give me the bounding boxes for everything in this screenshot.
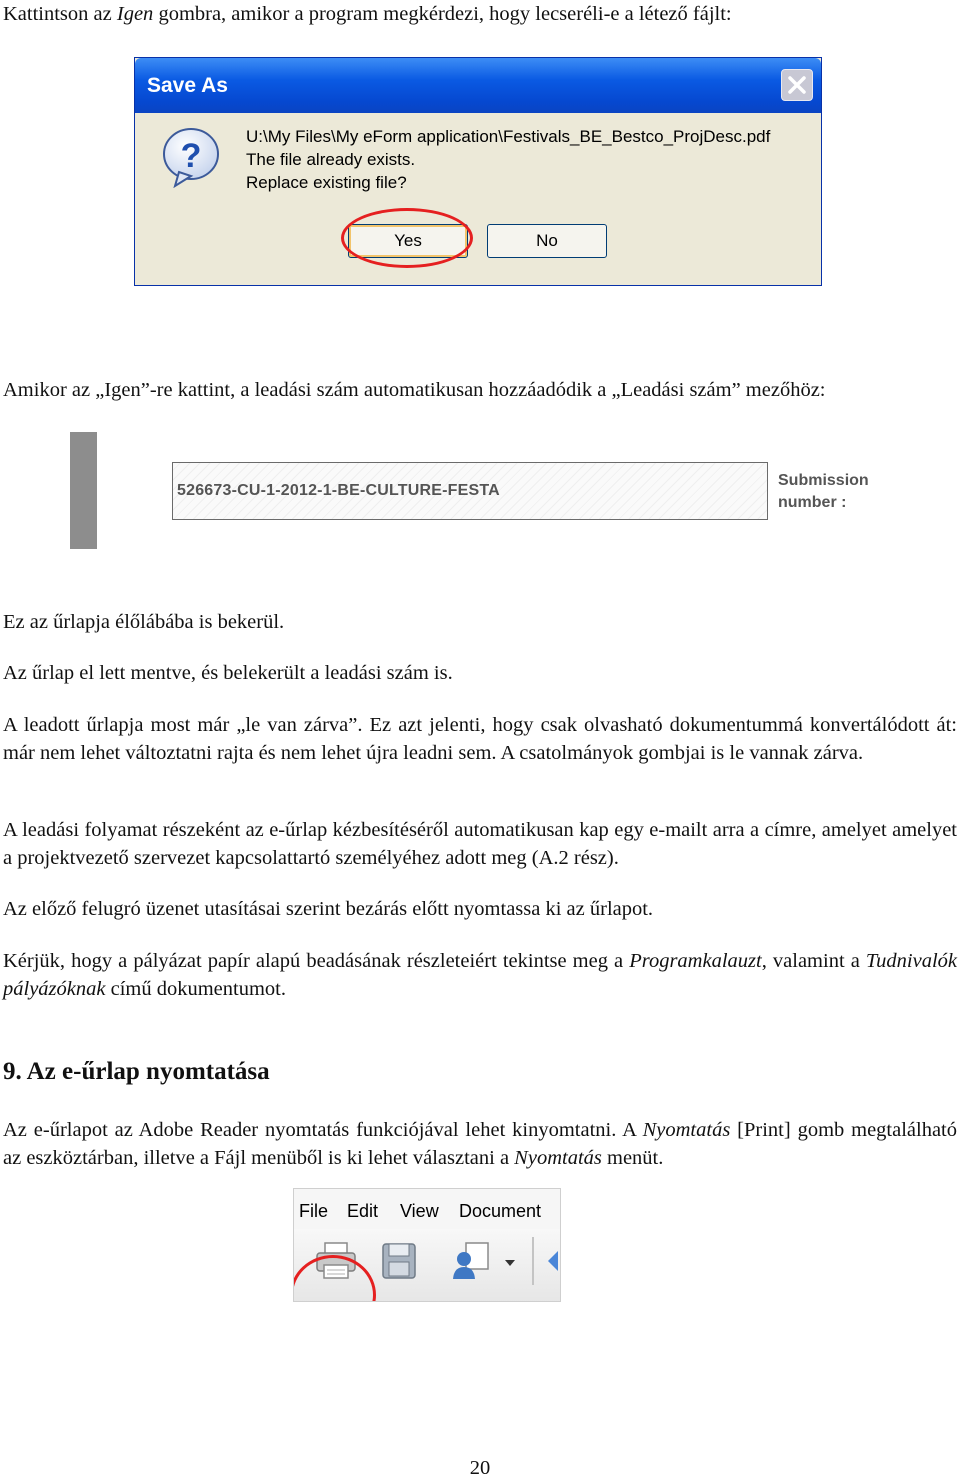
dialog-message-path: U:\My Files\My eForm application\Festivals_BE_Bestco_ProjDesc.pdf [246, 127, 771, 146]
yes-highlight-circle [341, 208, 473, 268]
page-number: 20 [469, 1457, 491, 1479]
question-icon [161, 126, 221, 188]
dialog-message-replace: Replace existing file? [246, 173, 407, 192]
footer-paragraph: Ez az űrlapja élőlábába is bekerül. [3, 611, 285, 633]
chevron-down-icon[interactable] [504, 1258, 516, 1268]
tool-bar [294, 1229, 560, 1302]
navigation-icon[interactable] [546, 1249, 560, 1273]
share-icon[interactable] [450, 1241, 492, 1283]
email-paragraph: A leadási folyamat részeként az e-űrlap kézbesítéséről automatikusan kap egy e-mailt arra a címre, amelyet amelyet a projektvezető szervezet kapcsolattartó személyéhez adott meg (A.2 rész). [3, 819, 957, 869]
submission-side-bar [70, 432, 97, 549]
submission-number-field[interactable] [172, 462, 768, 520]
no-button[interactable]: No [487, 224, 607, 258]
guide-text-e: című dokumentumot. [105, 978, 286, 1000]
print-nyomtatas-1: Nyomtatás [642, 1119, 731, 1141]
guide-text-c: , valamint a [761, 950, 866, 972]
save-icon[interactable] [380, 1241, 418, 1281]
saved-paragraph: Az űrlap el lett mentve, és belekerült a leadási szám is. [3, 662, 453, 684]
print-paragraph [3, 1116, 957, 1172]
intro-text-b: gombra, amikor a program megkérdezi, hogy lecseréli-e a létező fájlt: [153, 3, 732, 25]
dialog-message-exists: The file already exists. [246, 150, 416, 169]
guide-tudnivalok: Tudnivalók pályázóknak [3, 950, 957, 1000]
yes-button[interactable]: Yes [348, 224, 468, 258]
after-yes-paragraph: Amikor az „Igen”-re kattint, a leadási szám automatikusan hozzáadódik a „Leadási szám” mezőhöz: [3, 379, 826, 401]
save-as-dialog [134, 57, 822, 286]
svg-text:?: ? [180, 137, 202, 175]
submission-label-line2: number : [778, 494, 847, 511]
close-icon [788, 76, 806, 94]
print-nyomtatas-2: Nyomtatás [514, 1147, 602, 1169]
close-button[interactable] [781, 69, 813, 101]
dialog-title-bar [135, 58, 821, 113]
dialog-message [246, 125, 770, 194]
intro-yes-italic: Igen [116, 3, 154, 25]
toolbar-separator [532, 1237, 534, 1285]
submission-label-line1: Submission [778, 472, 869, 489]
print-text-c: [Print] gomb megtalálható az eszköztárban, illetve a Fájl menüből is ki lehet választani a [3, 1119, 957, 1169]
menu-bar [294, 1189, 560, 1229]
menu-file[interactable]: File [299, 1201, 329, 1221]
submission-number-value: 526673-CU-1-2012-1-BE-CULTURE-FESTA [177, 482, 500, 499]
submission-number-label [778, 470, 869, 514]
print-before-close-paragraph: Az előző felugró üzenet utasításai szerint bezárás előtt nyomtassa ki az űrlapot. [3, 898, 654, 920]
guide-programkalauz: Programkalauzt [629, 950, 762, 972]
dialog-body [139, 113, 817, 281]
print-highlight-circle [293, 1255, 376, 1302]
menu-document[interactable]: Document [459, 1201, 542, 1221]
menu-view[interactable]: View [400, 1201, 439, 1221]
submission-number-panel [70, 432, 890, 549]
guide-text-a: Kérjük, hogy a pályázat papír alapú beadásának részleteiért tekintse meg a [3, 950, 630, 972]
guide-paragraph [3, 947, 957, 1003]
locked-paragraph: A leadott űrlapja most már „le van zárva”. Ez azt jelenti, hogy csak olvasható dokumentummá konvertálódott át: már nem lehet változtatni rajta és nem lehet újra leadni sem. A csatolmányok gombjai is le vannak zárva. [3, 714, 957, 764]
intro-text-a: Kattintson az [3, 3, 117, 25]
section-heading: 9. Az e-űrlap nyomtatása [3, 1058, 270, 1085]
intro-paragraph [3, 0, 957, 28]
reader-toolbar-screenshot [293, 1188, 561, 1302]
menu-edit[interactable]: Edit [347, 1201, 379, 1221]
print-text-e: menüt. [601, 1147, 664, 1169]
dialog-title: Save As [147, 74, 228, 97]
print-text-a: Az e-űrlapot az Adobe Reader nyomtatás funkciójával lehet kinyomtatni. A [3, 1119, 643, 1141]
